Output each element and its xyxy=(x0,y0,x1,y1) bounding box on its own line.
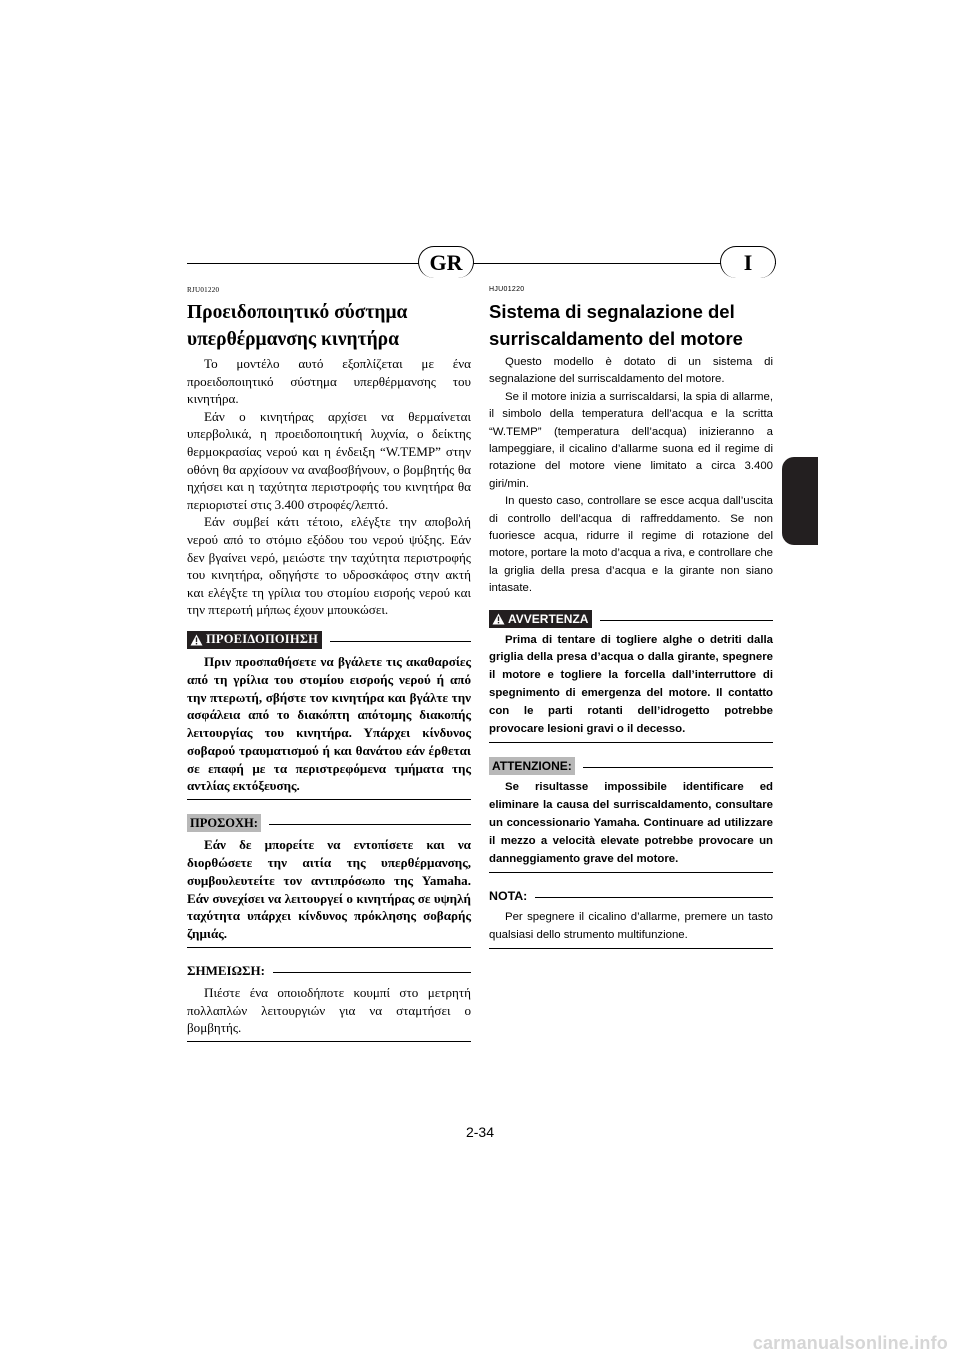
caution-heading xyxy=(489,757,773,775)
divider xyxy=(187,1041,471,1042)
label-rule xyxy=(583,767,773,768)
caution-label-box xyxy=(489,757,575,775)
warning-triangle-icon xyxy=(492,613,505,625)
note-heading xyxy=(489,887,773,905)
divider xyxy=(187,947,471,948)
section-title: Προειδοποιητικό σύστημα υπερθέρμανσης κινητήρα xyxy=(187,302,408,350)
language-badge-gr: GR xyxy=(418,246,474,278)
body-paragraph: Se il motore inizia a surriscaldarsi, la spia di allarme, il simbolo della temperatura dell’acqua e la scritta “W.TEMP” (temperatura dell’acqua) inizieranno a lampeggiare, il cicalino d’allarme suona ed il regime di rotazione del motore viene limitato a circa 3.400 giri/min. xyxy=(489,390,773,490)
note-text: Πιέστε ένα οποιοδήποτε κουμπί στο μετρητή πολλαπλών λειτουργιών για να σταμτήσει ο βομβητής. xyxy=(187,985,471,1036)
warning-text: Prima di tentare di togliere alghe o detriti dalla griglia della presa d’acqua o dalla girante, spegnere il motore e togliere la forcella dall’interruttore di spegnimento di emergenza del motore. Il contatto con le parti rotanti dell’idrogetto potrebbe provocare lesioni gravi o il decesso. xyxy=(489,633,773,735)
section-code: HJU01220 xyxy=(489,286,525,293)
divider xyxy=(489,872,773,873)
label-rule xyxy=(330,641,471,642)
warning-heading xyxy=(187,631,471,649)
warning-label-box xyxy=(187,631,322,649)
section-code: RJU01220 xyxy=(187,286,220,294)
divider xyxy=(187,799,471,800)
body-paragraph: In questo caso, controllare se esce acqua dall’uscita di controllo dell’acqua di raffreddamento. Se non fuoriesce acqua, ridurre il regime di rotazione del motore, portare la moto d’acqua a riva, e controllare che la griglia della presa d’acqua e la girante non siano intasate. xyxy=(489,495,773,595)
caution-heading xyxy=(187,814,471,832)
divider xyxy=(489,742,773,743)
caution-label-box xyxy=(187,814,261,832)
note-label: NOTA: xyxy=(489,889,528,904)
header-rule xyxy=(187,263,776,264)
divider xyxy=(489,948,773,949)
warning-label-box xyxy=(489,610,592,628)
chapter-tab xyxy=(782,457,818,545)
warning-heading xyxy=(489,610,773,628)
caution-label: ΠΡΟΣΟΧΗ: xyxy=(190,815,258,830)
caution-text: Εάν δε μπορείτε να εντοπίσετε και να διορθώσετε την αιτία της υπερθέρμανσης, συμβουλευτείτε τον αντιπρόσωπο της Yamaha. Εάν συνεχίσει να λειτουργεί ο κινητήρας σε υψηλή ταχύτητα υπάρχει κίνδυνος πρόκλησης σοβαρής ζημιάς. xyxy=(187,837,471,942)
body-paragraph: Εάν ο κινητήρας αρχίσει να θερμαίνεται υπερβολικά, η προειδοποιητική λυχνία, ο δείκτης θερμοκρασίας νερού και η ένδειξη “W.TEMP” στην οθόνη θα αρχίσουν να αναβοσβήνουν, ο βομβητής θα ηχήσει και η ταχύτητα περιστροφής του κινητήρα θα περιοριστεί στις 3.400 στροφές/λεπτό. xyxy=(187,408,471,512)
label-rule xyxy=(535,897,773,898)
caution-text: Se risultasse impossibile identificare ed eliminare la causa del surriscaldamento, consultare un concessionario Yamaha. Continuare ad utilizzare il mezzo a velocità elevate potrebbe provocare un danneggiamento grave del motore. xyxy=(489,781,773,865)
note-text: Per spegnere il cicalino d’allarme, premere un tasto qualsiasi dello strumento multifunzione. xyxy=(489,911,773,941)
italian-column xyxy=(489,286,773,949)
watermark: carmanualsonline.info xyxy=(752,1333,948,1353)
label-rule xyxy=(269,824,471,825)
label-rule xyxy=(273,972,471,973)
note-heading xyxy=(187,962,471,980)
label-rule xyxy=(600,620,773,621)
section-title: Sistema di segnalazione del surriscaldamento del motore xyxy=(489,301,743,349)
warning-triangle-icon xyxy=(190,634,203,646)
note-label: ΣΗΜΕΙΩΣΗ: xyxy=(187,963,265,979)
greek-column xyxy=(187,286,471,1042)
body-paragraph: Το μοντέλο αυτό εξοπλίζεται με ένα προειδοποιητικό σύστημα υπερθέρμανσης του κινητήρα. xyxy=(187,356,471,407)
warning-text: Πριν προσπαθήσετε να βγάλετε τις ακαθαρσίες από τη γρίλια του στομίου εισροής νερού ή από την πτερωτή, σβήστε τον κινητήρα και βγάλτε την ασφάλεια από το διακόπτη απότομης διακοπής λειτουργίας του κινητήρα. Υπάρχει κίνδυνος σοβαρού τραυματισμού ή και θανάτου εάν έρθεται σε επαφή με τα περιστρεφόμενα τμήματα της αντλίας εκτόξευσης. xyxy=(187,653,471,794)
body-paragraph: Εάν συμβεί κάτι τέτοιο, ελέγξτε την αποβολή νερού από το στόμιο εξόδου του νερού ψύξης. Εάν δεν βγαίνει νερό, μειώστε την ταχύτητα περιστροφής του κινητήρα, οδηγήστε το υδροσκάφος στην ακτή και ελέγξτε τη γρίλια του στομίου εισροής νερού και την πτερωτή μήπως έχουν μπουκώσει. xyxy=(187,514,471,618)
caution-label: ATTENZIONE: xyxy=(492,759,572,774)
warning-label: ΠΡΟΕΙΔΟΠΟΙΗΣΗ xyxy=(206,632,319,647)
language-badge-i: I xyxy=(720,246,776,278)
body-paragraph: Questo modello è dotato di un sistema di segnalazione del surriscaldamento del motore. xyxy=(489,356,773,386)
warning-label: AVVERTENZA xyxy=(508,611,589,626)
page-number: 2-34 xyxy=(465,1124,495,1140)
